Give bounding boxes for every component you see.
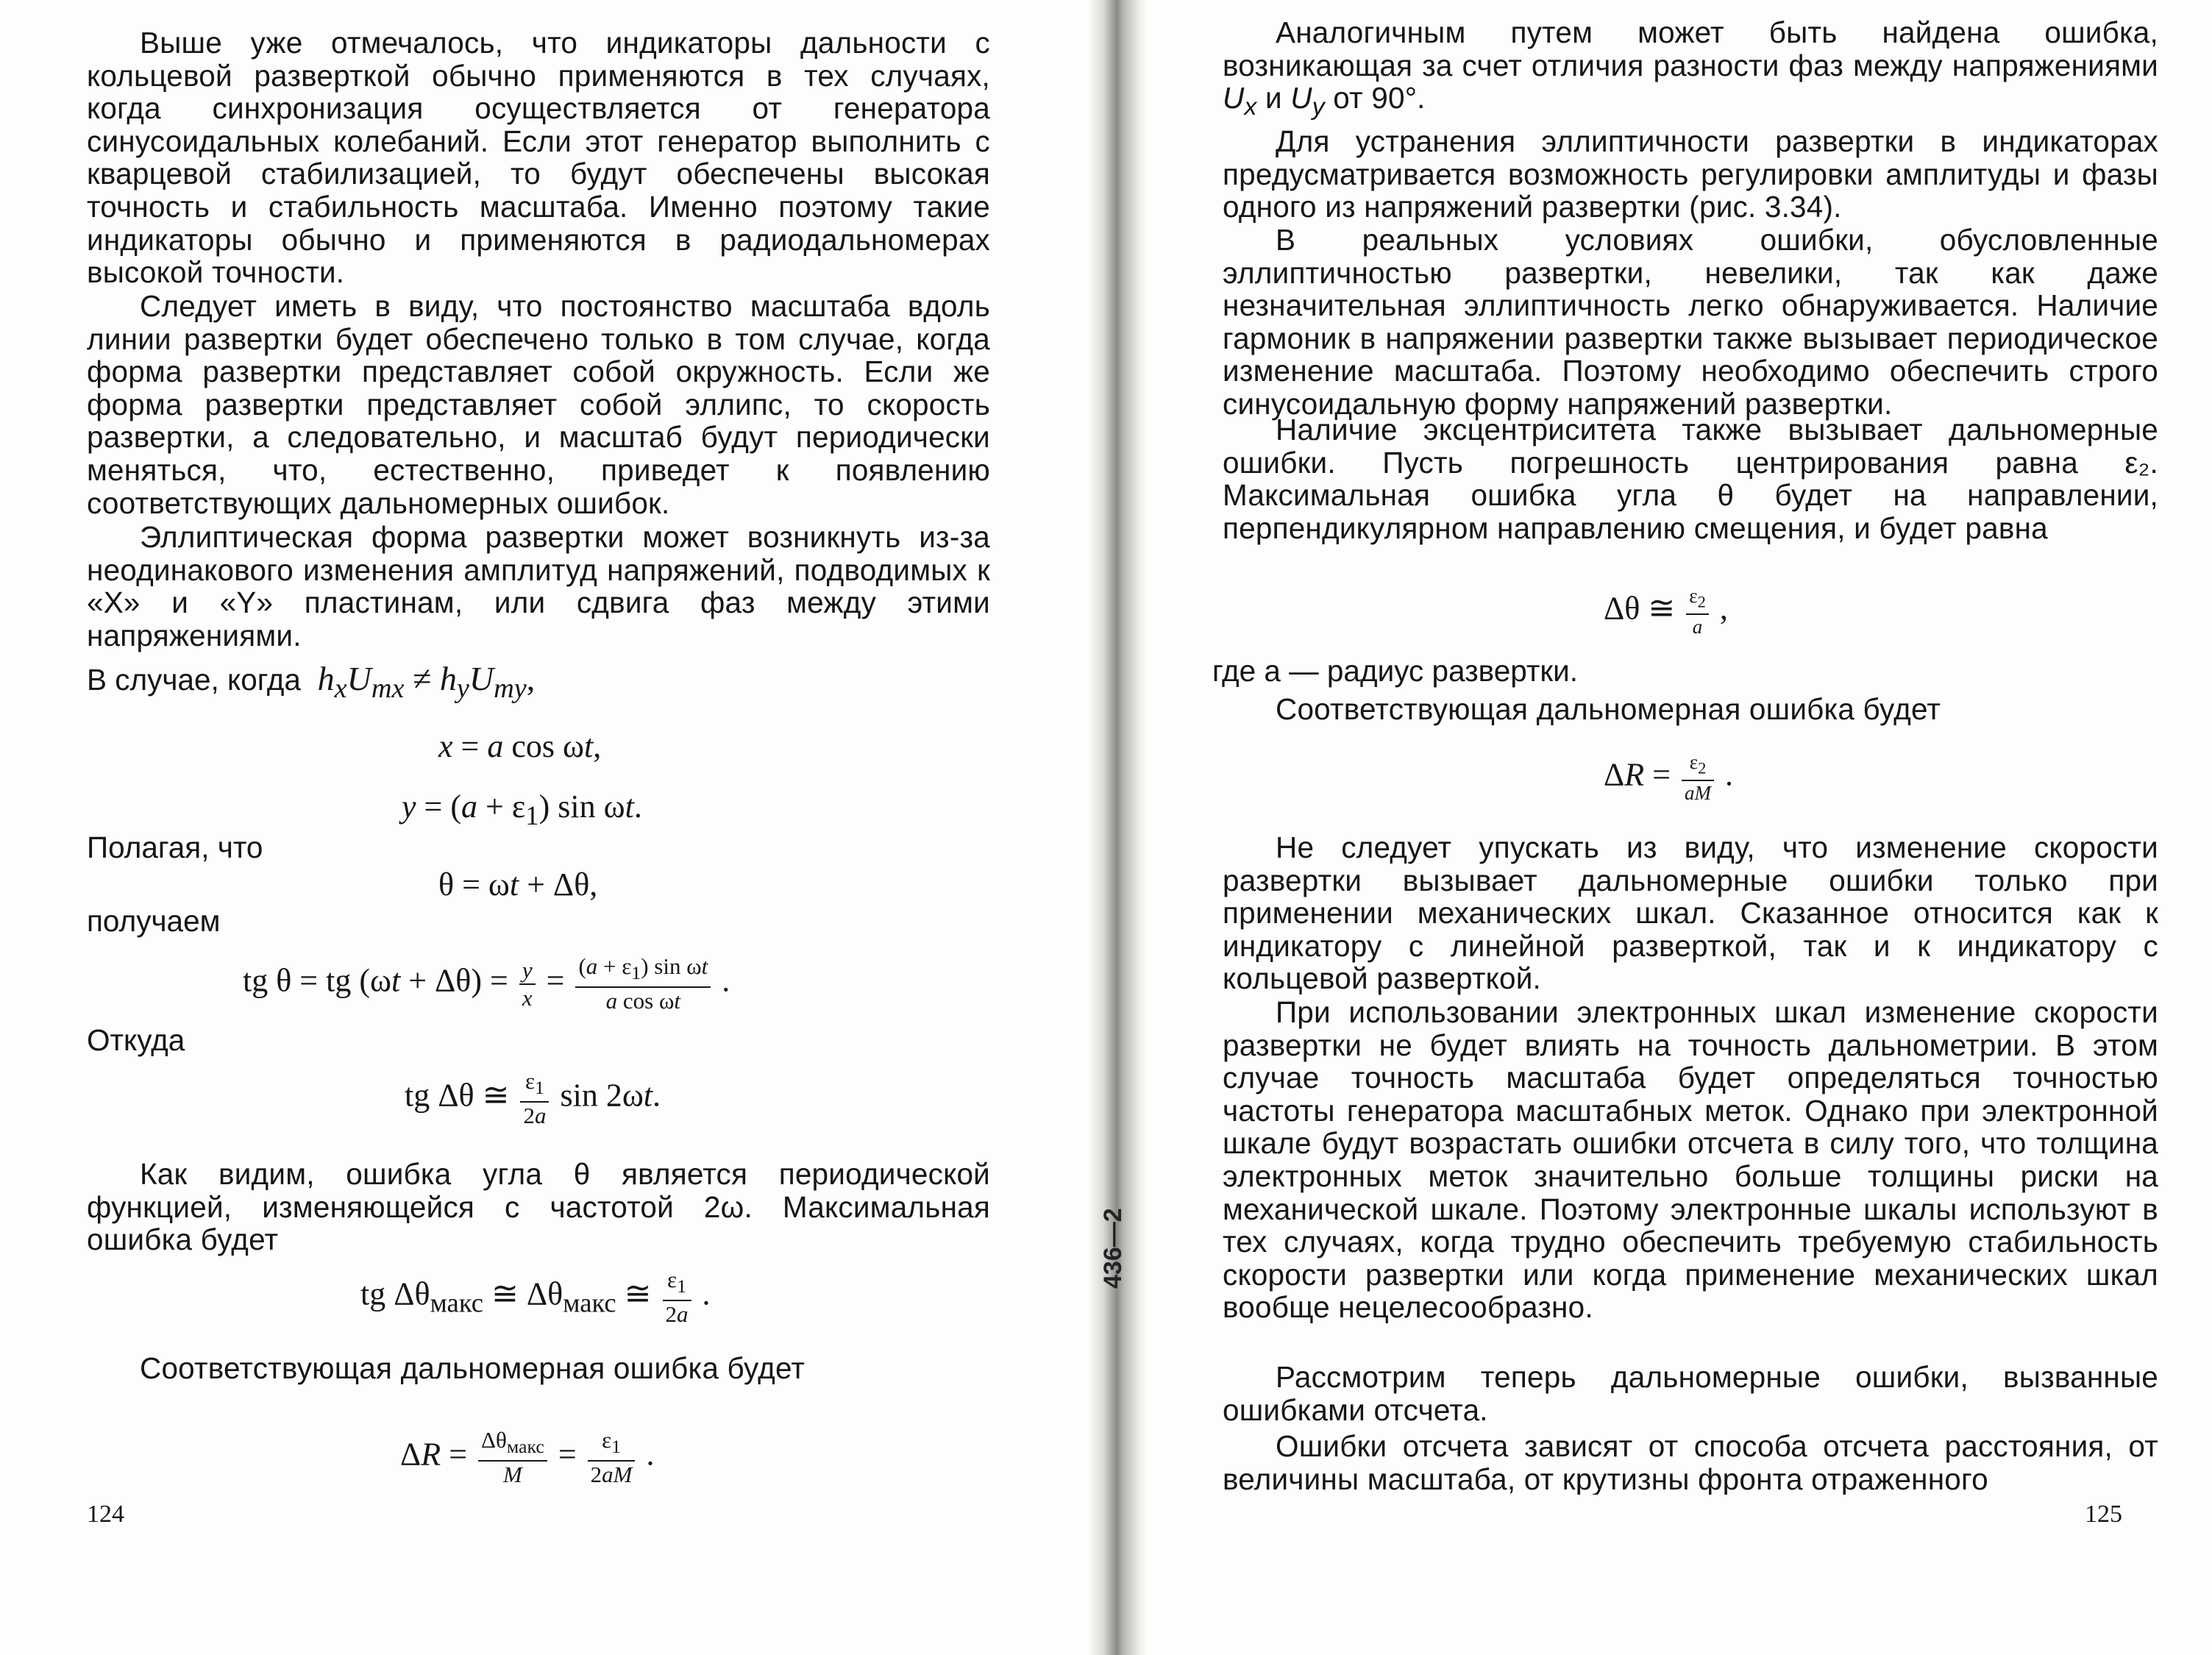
page-number: 125: [2085, 1501, 2122, 1528]
text-we-get: получаем: [87, 904, 221, 938]
paragraph: Наличие эксцентриситета также вызывает дальномерные ошибки. Пусть погрешность центрирования равна ε₂. Максимальная ошибка угла θ будет на направлении, перпендикулярном направлению смещения, и будет равна: [1223, 413, 2158, 545]
text-whence: Откуда: [87, 1023, 185, 1057]
page-number: 124: [87, 1501, 124, 1528]
case-lead: В случае, когда: [87, 663, 301, 697]
text-assuming: Полагая, что: [87, 830, 263, 864]
paragraph: Аналогичным путем может быть найдена ошибка, возникающая за счет отличия разности фаз между напряжениями $U_x$ и $U_y$ от 90°.: [1223, 15, 2158, 121]
equation-x: x = a cos ωt,: [438, 728, 602, 764]
equation-range-error-2: ΔR = $\frac{\varepsilon_2}{aM}$ .: [1604, 751, 1734, 805]
paragraph: Ошибки отсчета зависят от способа отсчета расстояния, от величины масштаба, от крутизны фронта отраженного: [1223, 1430, 2158, 1495]
equation-condition: $h_xU_{mx} \ne h_yU_{my}$,: [317, 660, 536, 705]
paragraph: При использовании электронных шкал изменение скорости развертки не будет влиять на точность дальнометрии. В этом случае точность масштаба будет определяться точностью частоты генератора масштабных меток. Однако при электронной шкале будут возрастать ошибки отсчета в силу того, что толщина электронных меток значительно больше толщины риски на механической шкале. Поэтому электронные шкалы используют в тех случаях, когда трудно обеспечить требуемую стабильность скорости развертки или когда применение механических шкал вообще нецелесообразно.: [1223, 995, 2158, 1325]
paragraph: Рассмотрим теперь дальномерные ошибки, вызванные ошибками отсчета.: [1223, 1360, 2158, 1427]
condition-line: [87, 662, 535, 705]
paragraph: Выше уже отмечалось, что индикаторы дальности с кольцевой разверткой обычно применяются в тех случаях, когда синхронизация осуществляется от генератора синусоидальных колебаний. Если этот генератор выполнить с кварцевой стабилизацией, то будут обеспечены высокая точность и стабильность масштаба. Именно поэтому такие индикаторы обычно и применяются в радиодальномерах высокой точности.: [87, 26, 990, 290]
right-page: [1148, 0, 2212, 1655]
equation-tan-theta: tg θ = tg (ωt + Δθ) = $\frac{y}{x}$ = $\frac{(a + \varepsilon_1) \sin \omega t}{\text{a cos ωt}}$ .: [243, 953, 730, 1014]
left-page: [0, 0, 1089, 1655]
paragraph: Эллиптическая форма развертки может возникнуть из-за неодинакового изменения амплитуд напряжений, подводимых к «X» и «Y» пластинам, или сдвига фаз между этими напряжениями.: [87, 520, 990, 652]
paragraph: Не следует упускать из виду, что изменение скорости развертки вызывает дальномерные ошибки только при применении механических шкал. Сказанное относится как к индикатору с линейной разверткой, так и к индикатору с кольцевой разверткой.: [1223, 830, 2158, 996]
paragraph: Соответствующая дальномерная ошибка будет: [1276, 692, 1941, 726]
equation-max-error: tg $\Delta\theta_{макс}$ ≅ $\Delta\theta_{макс}$ ≅ $\frac{\varepsilon_1}{2a}$ .: [360, 1267, 711, 1328]
equation-y: $y = (a + \varepsilon_1)$ sin ωt.: [402, 789, 642, 830]
paragraph: Следует иметь в виду, что постоянство масштаба вдоль линии развертки будет обеспечено только в том случае, когда форма развертки представляет собой окружность. Если же форма развертки представляет собой эллипс, то скорость развертки, а следовательно, и масштаб будут периодически меняться, что, естественно, приведет к появлению соответствующих дальномерных ошибок.: [87, 289, 990, 520]
book-gutter: [1089, 0, 1148, 1655]
signature-mark: 436—2: [1099, 1208, 1127, 1289]
equation-eccentricity: Δθ ≅ $\frac{\varepsilon_2}{a}$ ,: [1604, 585, 1728, 638]
equation-tan-delta-theta: tg Δθ ≅ $\frac{\varepsilon_1}{2a}$ sin 2ωt.: [405, 1068, 661, 1129]
paragraph: Как видим, ошибка угла θ является периодической функцией, изменяющейся с частотой 2ω. Максимальная ошибка будет: [87, 1157, 990, 1257]
where-text: где a — радиус развертки.: [1212, 654, 1579, 688]
equation-range-error: ΔR = $\frac{\Delta\theta_{макс}}{M}$ = $\frac{\varepsilon_1}{2aM}$ .: [400, 1427, 655, 1488]
paragraph: Соответствующая дальномерная ошибка будет: [140, 1351, 806, 1385]
paragraph: Для устранения эллиптичности развертки в индикаторах предусматривается возможность регулировки амплитуды и фазы одного из напряжений развертки (рис. 3.34).: [1223, 124, 2158, 224]
equation-theta: θ = ωt + Δθ,: [438, 866, 598, 903]
paragraph: В реальных условиях ошибки, обусловленные эллиптичностью развертки, невелики, так как даже незначительная эллиптичность легко обнаруживается. Наличие гармоник в напряжении развертки также вызывает периодическое изменение масштаба. Поэтому необходимо обеспечить строго синусоидальную форму напряжений развертки.: [1223, 223, 2158, 421]
